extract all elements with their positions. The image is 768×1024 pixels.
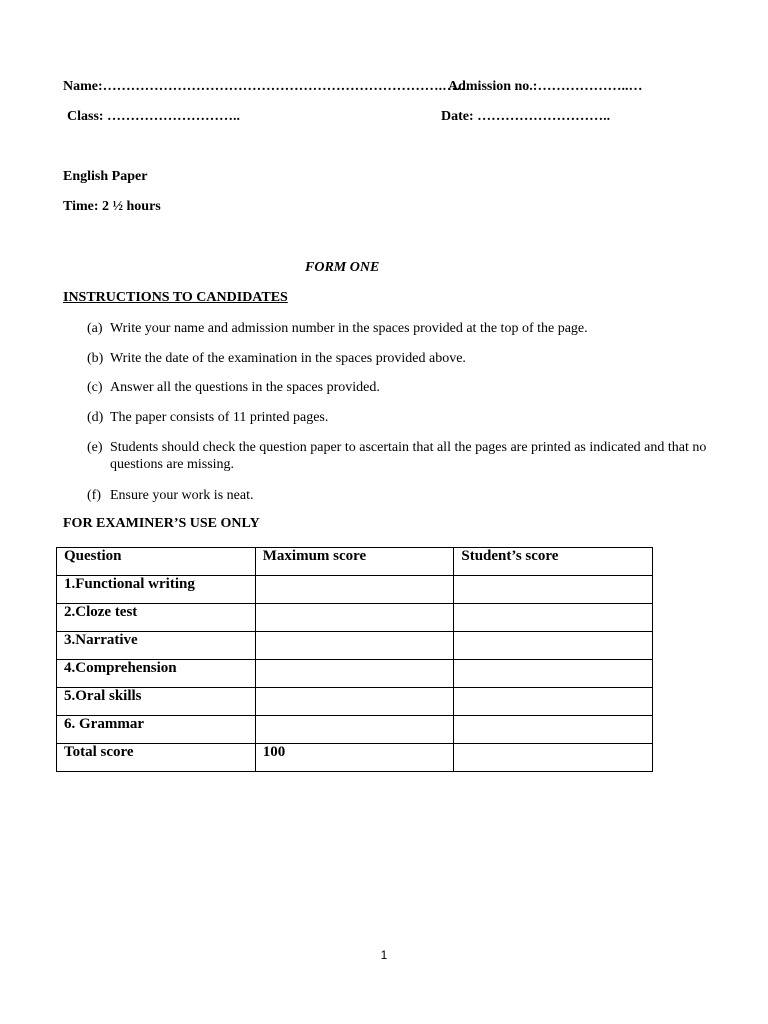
examiner-heading: FOR EXAMINER’S USE ONLY: [63, 516, 260, 531]
question-cell: 1.Functional writing: [57, 576, 256, 604]
total-student-score-cell[interactable]: [454, 744, 653, 772]
instruction-text: Students should check the question paper to ascertain that all the pages are printed as indicated and that no questions are missing.: [110, 440, 707, 472]
instruction-label: (e): [87, 440, 103, 455]
maximum-score-cell[interactable]: [255, 688, 454, 716]
table-row: [57, 716, 653, 744]
instruction-item: [87, 379, 727, 396]
student-score-cell[interactable]: [454, 716, 653, 744]
instruction-label: (d): [87, 410, 104, 425]
student-score-cell[interactable]: [454, 632, 653, 660]
instruction-label: (c): [87, 380, 103, 395]
instruction-item: [87, 409, 727, 426]
total-score-label: Total score: [57, 744, 256, 772]
page-number: 1: [380, 948, 388, 962]
column-header-question: Question: [57, 548, 256, 576]
class-field[interactable]: Class: ………………………..: [67, 109, 241, 124]
instruction-label: (f): [87, 488, 101, 503]
instruction-item: [87, 439, 727, 473]
question-cell: 3.Narrative: [57, 632, 256, 660]
maximum-score-cell[interactable]: [255, 716, 454, 744]
instruction-text: Ensure your work is neat.: [110, 488, 254, 503]
instruction-text: Write the date of the examination in the spaces provided above.: [110, 351, 466, 366]
instruction-item: [87, 487, 727, 504]
form-title: FORM ONE: [305, 260, 380, 275]
instruction-text: Answer all the questions in the spaces provided.: [110, 380, 380, 395]
instruction-label: (a): [87, 321, 103, 336]
table-row: [57, 688, 653, 716]
question-cell: 4.Comprehension: [57, 660, 256, 688]
column-header-students-score: Student’s score: [454, 548, 653, 576]
student-score-cell[interactable]: [454, 576, 653, 604]
table-row: [57, 632, 653, 660]
table-row: [57, 604, 653, 632]
instructions-heading: INSTRUCTIONS TO CANDIDATES: [63, 290, 288, 305]
date-field[interactable]: Date: ………………………..: [441, 109, 611, 124]
maximum-score-cell[interactable]: [255, 604, 454, 632]
student-score-cell[interactable]: [454, 688, 653, 716]
maximum-score-cell[interactable]: [255, 632, 454, 660]
instruction-text: The paper consists of 11 printed pages.: [110, 410, 329, 425]
name-field[interactable]: Name:……………………………………………………………….……: [63, 79, 471, 94]
paper-time: Time: 2 ½ hours: [63, 199, 161, 214]
instruction-item: [87, 350, 727, 367]
total-maximum-score: 100: [255, 744, 454, 772]
maximum-score-cell[interactable]: [255, 660, 454, 688]
instruction-item: [87, 320, 727, 337]
maximum-score-cell[interactable]: [255, 576, 454, 604]
question-cell: 5.Oral skills: [57, 688, 256, 716]
paper-subject: English Paper: [63, 169, 148, 184]
question-cell: 2.Cloze test: [57, 604, 256, 632]
instruction-label: (b): [87, 351, 104, 366]
student-score-cell[interactable]: [454, 604, 653, 632]
student-score-cell[interactable]: [454, 660, 653, 688]
column-header-maximum-score: Maximum score: [255, 548, 454, 576]
score-table: [56, 547, 653, 772]
table-row: [57, 576, 653, 604]
table-row: [57, 660, 653, 688]
instruction-text: Write your name and admission number in the spaces provided at the top of the page.: [110, 321, 588, 336]
table-header-row: [57, 548, 653, 576]
question-cell: 6. Grammar: [57, 716, 256, 744]
table-total-row: [57, 744, 653, 772]
admission-number-field[interactable]: Admission no.:………………..…: [448, 79, 643, 94]
